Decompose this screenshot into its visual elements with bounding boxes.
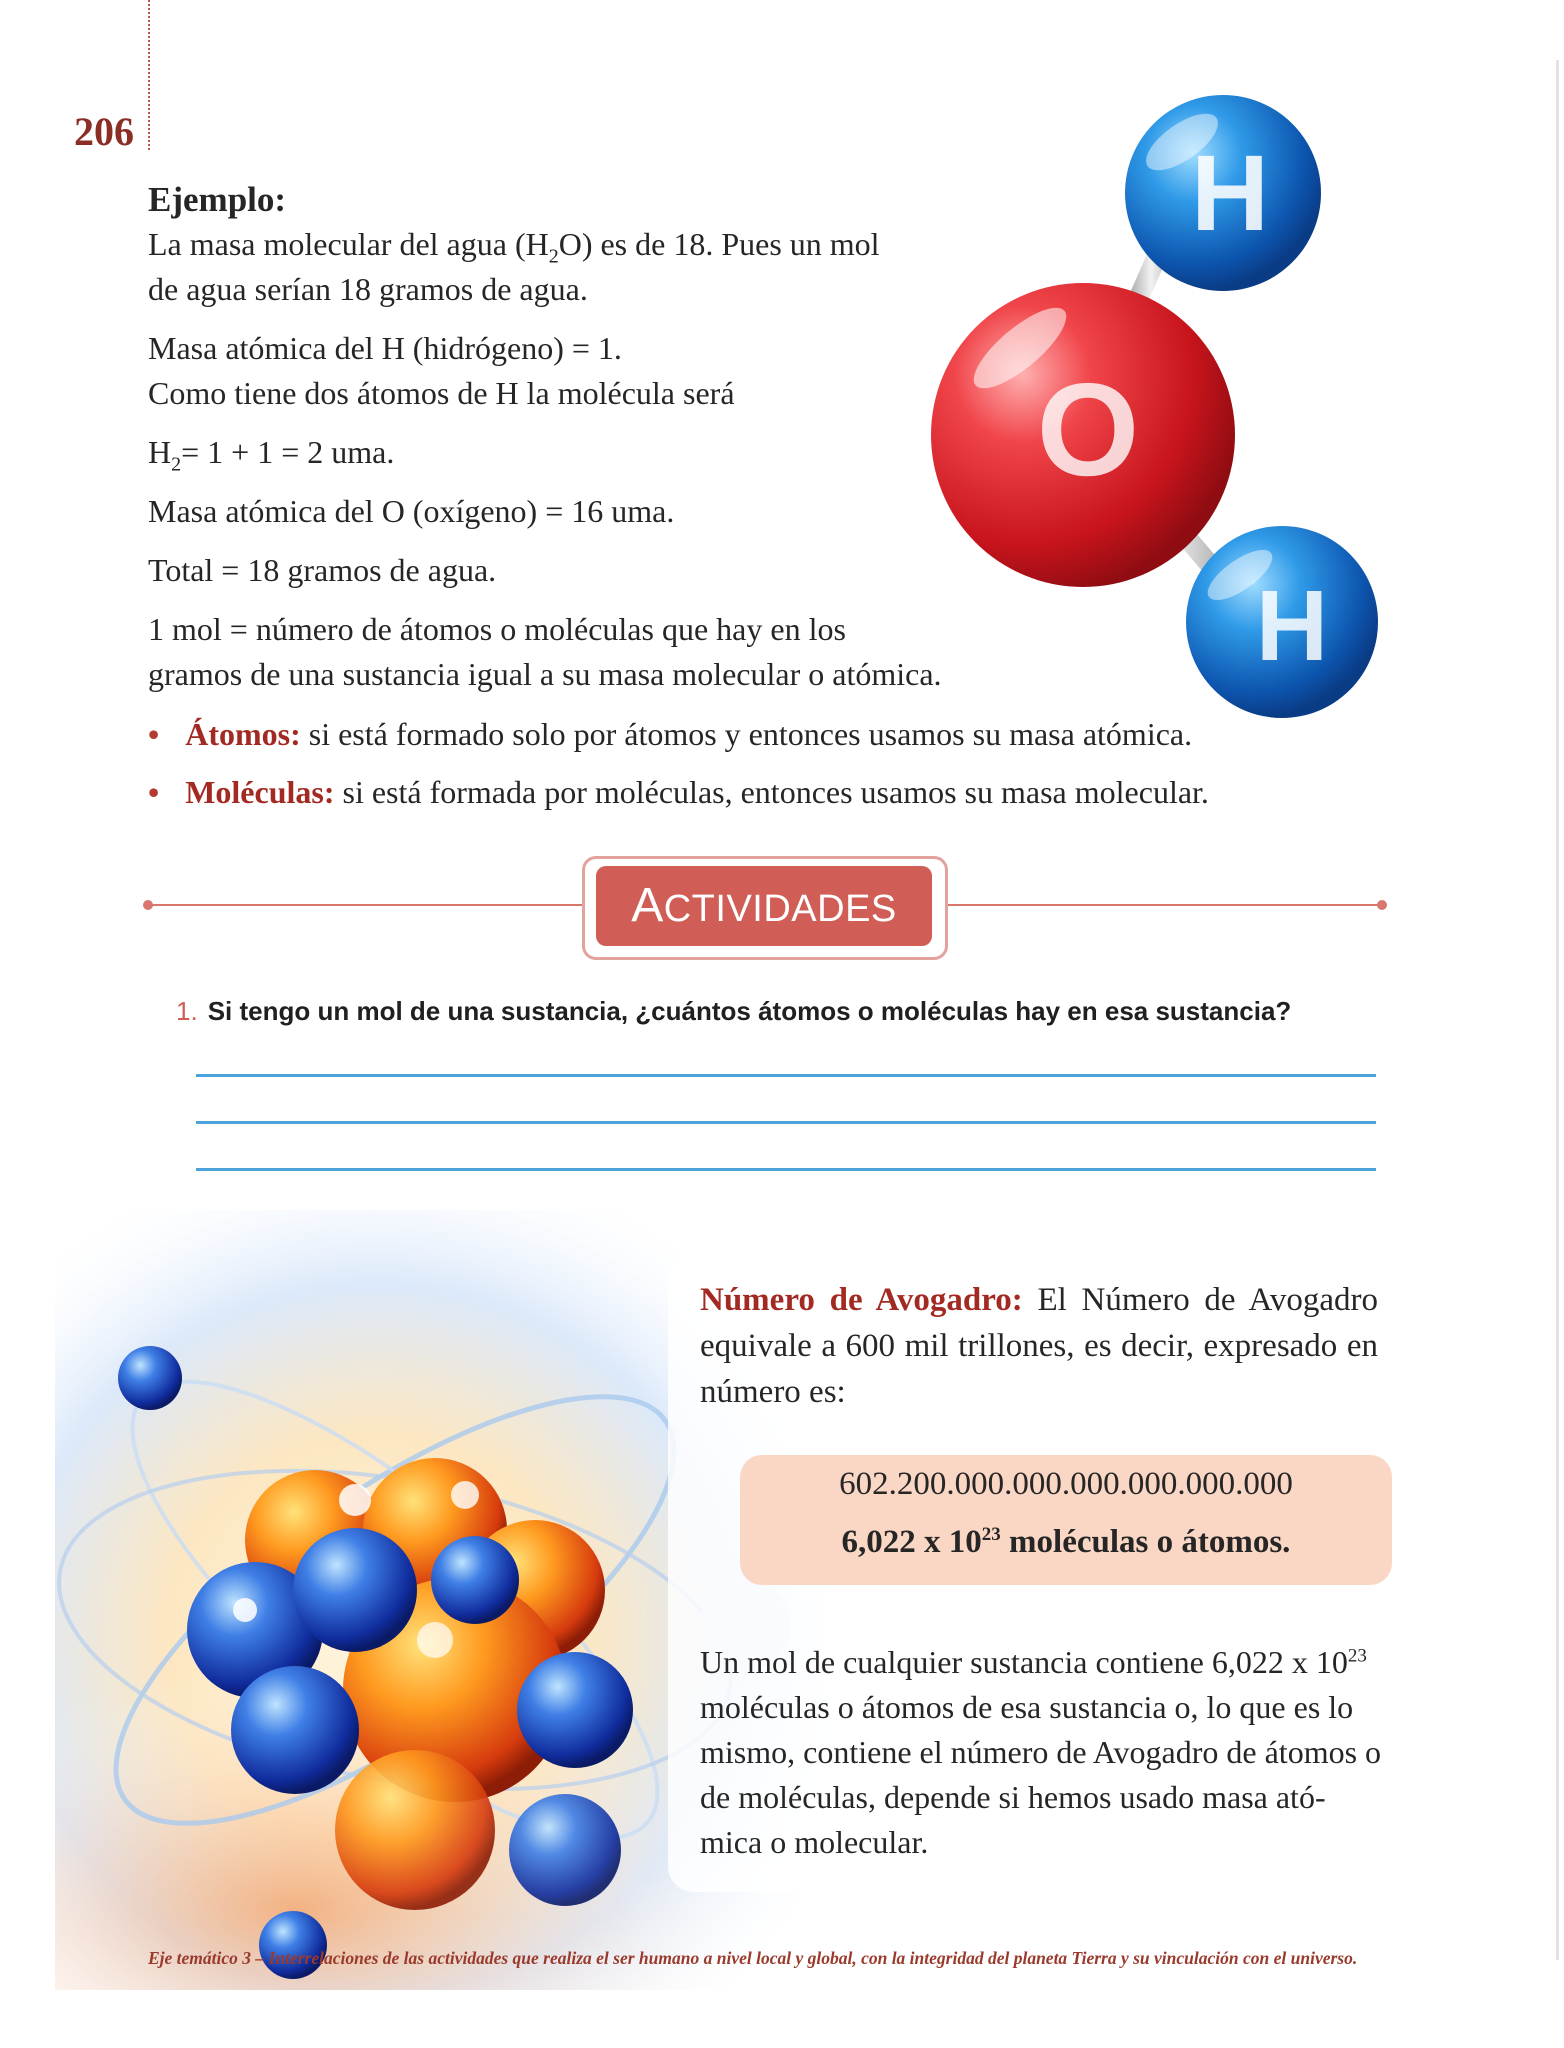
mol-explanation: Un mol de cualquier sustancia contiene 6,022 x $10^{23}$ moléculas o átomos de esa sustancia o, lo que es lo mismo, contiene el número de Avogadro de átomos o de moléculas, depende si hemos usado masa ató-mica o molecular.: [700, 1644, 1382, 1860]
water-molecule-illustration: [920, 90, 1390, 730]
answer-line[interactable]: [196, 1168, 1376, 1171]
rule-end-dot: [143, 900, 153, 910]
activity-question-1: 1. Si tengo un mol de una sustancia, ¿cuántos átomos o moléculas hay en esa sustancia?: [176, 996, 1292, 1026]
activities-title: ACTIVIDADES: [596, 866, 932, 946]
avogadro-definition: Número de Avogadro: El Número de Avogadro equivale a 600 mil trillones, es decir, expresado en número es:: [700, 1282, 1378, 1410]
answer-line[interactable]: [196, 1074, 1376, 1077]
hydrogen-label-top: H: [1191, 132, 1269, 253]
electron: [118, 1346, 182, 1410]
example-line: $H_2= 1 + 1 = 2$ uma.: [148, 434, 395, 476]
example-text: [148, 222, 948, 697]
rule-end-dot: [1377, 900, 1387, 910]
oxygen-label: O: [1036, 356, 1140, 503]
footer-note: Eje temático 3 – Interrelaciones de las actividades que realiza el ser humano a nivel local y global, con la integridad del planeta Tierra y su vinculación con el universo.: [148, 1948, 1358, 1968]
answer-line[interactable]: [196, 1121, 1376, 1124]
example-line: La masa molecular del agua $(H_2O)$ es de 18. Pues un mol: [148, 226, 880, 268]
bullet-molecules: • Moléculas: si está formada por moléculas, entonces usamos su masa molecular.: [148, 774, 1209, 810]
bullet-dot-icon: •: [148, 774, 160, 810]
bullet-atoms: • Átomos: si está formado solo por átomos y entonces usamos su masa atómica.: [148, 716, 1193, 752]
avogadro-full-number: 602.200.000.000.000.000.000.000: [839, 1466, 1293, 1502]
example-line: 1 mol = número de átomos o moléculas que hay en los: [148, 611, 846, 647]
margin-dotted-rule: [148, 0, 150, 150]
example-line: Total = 18 gramos de agua.: [148, 552, 497, 588]
example-heading: Ejemplo:: [148, 180, 287, 219]
bullet-dot-icon: •: [148, 716, 160, 752]
example-line: gramos de una sustancia igual a su masa molecular o atómica.: [148, 656, 942, 692]
example-line: Masa atómica del O (oxígeno) = 16 uma.: [148, 493, 675, 529]
example-line: de agua serían 18 gramos de agua.: [148, 271, 588, 307]
hydrogen-label-bottom: H: [1255, 570, 1329, 682]
page-number: 206: [74, 109, 134, 154]
example-line: Como tiene dos átomos de H la molécula será: [148, 375, 735, 411]
page-edge: [1556, 60, 1559, 1960]
example-line: Masa atómica del H (hidrógeno) = 1.: [148, 330, 622, 366]
avogadro-scientific-notation: 6,022 x $10^{23}$ moléculas o átomos.: [841, 1524, 1291, 1560]
